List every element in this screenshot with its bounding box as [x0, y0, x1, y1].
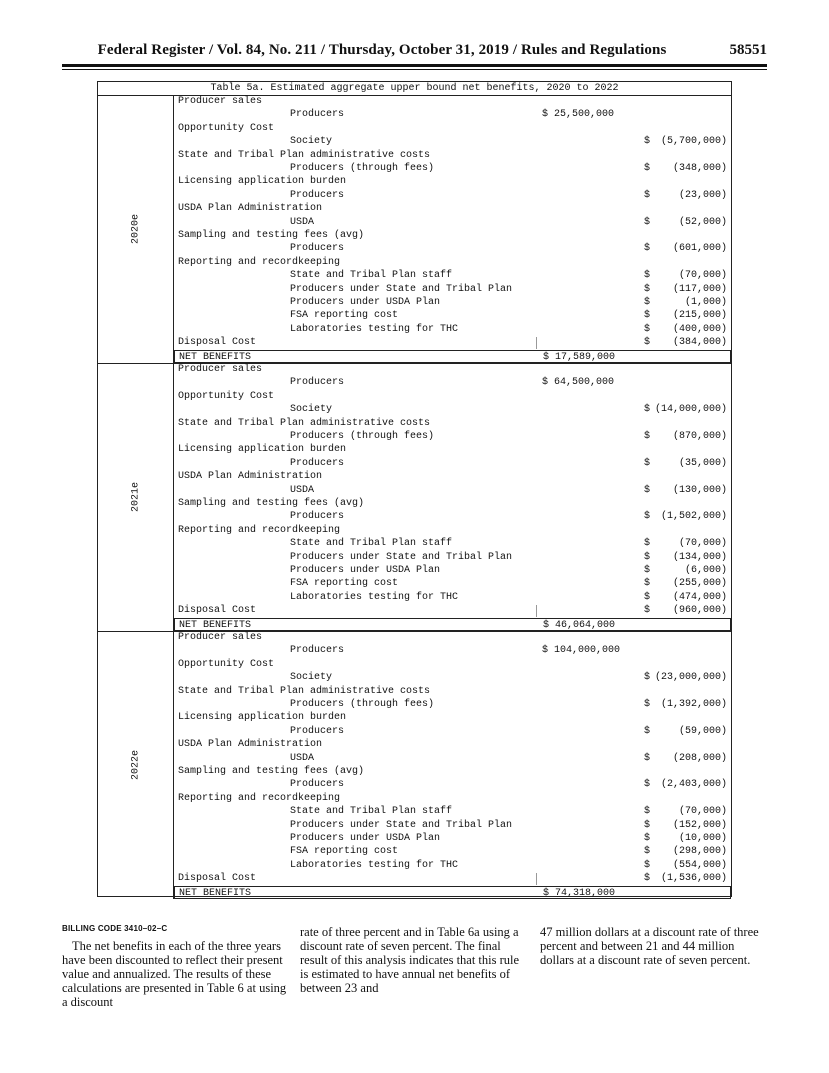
table-row: [174, 403, 731, 416]
currency-symbol: $: [644, 431, 651, 442]
cost-value: (400,000): [672, 323, 727, 335]
header-rule-thin: [62, 69, 767, 70]
table-row: [174, 309, 731, 322]
cost-value: (348,000): [672, 163, 727, 174]
table-row: [174, 698, 731, 711]
currency-symbol: $: [644, 404, 651, 416]
table-row: [174, 484, 731, 497]
row-label: Producers: [290, 645, 345, 657]
currency-symbol: $: [644, 189, 651, 201]
year-block-2020e: [98, 95, 731, 363]
year-label: 2020e: [130, 213, 141, 245]
cost-value: (152,000): [672, 819, 727, 831]
year-label-cell: [98, 363, 174, 631]
table-row: [174, 95, 731, 108]
table-row: [174, 296, 731, 309]
net-benefits-row: [174, 886, 731, 899]
net-benefits-row: [174, 618, 731, 631]
row-label: Sampling and testing fees (avg): [178, 766, 365, 777]
table-row: [174, 390, 731, 403]
table-row: [174, 805, 731, 818]
header-rule-thick: [62, 64, 767, 67]
cost-value: (59,000): [678, 725, 727, 737]
table-row: [174, 216, 731, 229]
table-row: [174, 256, 731, 269]
row-label: Producers under USDA Plan: [290, 833, 441, 844]
table-row: [174, 108, 731, 121]
currency-symbol: $: [644, 136, 651, 148]
table-row: [174, 443, 731, 456]
row-label: Sampling and testing fees (avg): [178, 498, 365, 509]
cost-value: (35,000): [678, 457, 727, 469]
row-label: Producers: [290, 511, 345, 523]
table-row: [174, 283, 731, 296]
cost-value: (5,700,000): [660, 136, 727, 148]
currency-symbol: $: [644, 270, 651, 282]
currency-symbol: $: [644, 511, 651, 523]
table-row: [174, 658, 731, 671]
row-label: State and Tribal Plan administrative costs: [178, 685, 431, 697]
cost-value: (117,000): [672, 283, 727, 295]
table-row: [174, 832, 731, 845]
row-label: USDA Plan Administration: [178, 471, 323, 483]
row-label: NET BENEFITS: [179, 619, 252, 631]
table-row: [174, 202, 731, 215]
cost-value: (23,000): [678, 189, 727, 201]
row-label: Producer sales: [178, 632, 263, 643]
table-row: [174, 470, 731, 483]
currency-symbol: $: [644, 833, 651, 844]
row-label: Licensing application burden: [178, 712, 347, 724]
row-label: Producer sales: [178, 96, 263, 107]
cost-value: (870,000): [672, 431, 727, 442]
table-row: [174, 765, 731, 778]
text-column-2: [300, 925, 525, 995]
row-label: Society: [290, 136, 333, 148]
table-row: [174, 738, 731, 751]
table-row: [174, 149, 731, 162]
table-row: [174, 631, 731, 644]
cost-value: (215,000): [672, 310, 727, 322]
currency-symbol: $: [644, 551, 651, 563]
benefit-value: $ 64,500,000: [542, 377, 615, 389]
row-label: USDA: [290, 484, 315, 496]
cell-divider: [536, 873, 537, 885]
table-row: [174, 685, 731, 698]
row-label: Disposal Cost: [178, 873, 257, 885]
text-column-3: [540, 925, 765, 967]
row-label: Society: [290, 672, 333, 684]
currency-symbol: $: [644, 565, 651, 576]
cost-value: (601,000): [672, 243, 727, 255]
row-label: State and Tribal Plan staff: [290, 806, 453, 818]
year-block-2022e: [98, 631, 731, 899]
row-label: Laboratories testing for THC: [290, 591, 459, 603]
cell-divider: [536, 605, 537, 617]
currency-symbol: $: [644, 337, 651, 349]
cost-value: (130,000): [672, 484, 727, 496]
row-label: Sampling and testing fees (avg): [178, 230, 365, 241]
benefit-value: $ 17,589,000: [543, 351, 616, 363]
table-row: [174, 524, 731, 537]
cost-value: (14,000,000): [654, 404, 727, 416]
row-label: State and Tribal Plan administrative costs: [178, 149, 431, 161]
text-column-1: [62, 922, 287, 1009]
year-label-cell: [98, 631, 174, 899]
table-row: [174, 564, 731, 577]
row-label: USDA Plan Administration: [178, 203, 323, 215]
currency-symbol: $: [644, 699, 651, 710]
row-label: Producers under State and Tribal Plan: [290, 551, 513, 563]
table-row: [174, 162, 731, 175]
row-label: Reporting and recordkeeping: [178, 256, 341, 268]
benefit-value: $ 25,500,000: [542, 109, 615, 121]
row-label: Producer sales: [178, 364, 263, 375]
table-row: [174, 819, 731, 832]
table-row: [174, 336, 731, 349]
row-label: Producers under USDA Plan: [290, 565, 441, 576]
currency-symbol: $: [644, 283, 651, 295]
body-text: [62, 922, 767, 1032]
row-label: Producers: [290, 109, 345, 121]
table-row: [174, 845, 731, 858]
paragraph: The net benefits in each of the three years have been discounted to reflect their present value and annualized. The results of these calculations are presented in Table 6 at using a discount: [62, 939, 287, 1009]
year-label-cell: [98, 95, 174, 363]
page-number: 58551: [729, 42, 767, 58]
benefit-value: $ 46,064,000: [543, 619, 616, 631]
row-label: USDA: [290, 216, 315, 228]
billing-code: BILLING CODE 3410–02–C: [62, 924, 168, 933]
row-label: NET BENEFITS: [179, 887, 252, 899]
currency-symbol: $: [644, 310, 651, 322]
row-label: Laboratories testing for THC: [290, 323, 459, 335]
net-benefits-table: [97, 81, 732, 897]
table-title: Table 5a. Estimated aggregate upper bound net benefits, 2020 to 2022: [98, 82, 731, 96]
row-label: Laboratories testing for THC: [290, 859, 459, 871]
table-row: [174, 323, 731, 336]
currency-symbol: $: [644, 672, 651, 684]
row-label: Producers: [290, 377, 345, 389]
row-label: FSA reporting cost: [290, 310, 399, 322]
table-row: [174, 859, 731, 872]
currency-symbol: $: [644, 806, 651, 818]
currency-symbol: $: [644, 538, 651, 550]
row-label: Licensing application burden: [178, 444, 347, 456]
table-row: [174, 363, 731, 376]
table-row: [174, 604, 731, 617]
table-row: [174, 229, 731, 242]
row-label: Producers under USDA Plan: [290, 297, 441, 308]
row-label: Producers under State and Tribal Plan: [290, 283, 513, 295]
cost-value: (2,403,000): [660, 779, 727, 791]
cost-value: (10,000): [678, 833, 727, 844]
paragraph: rate of three percent and in Table 6a using a discount rate of seven percent. The final result of this analysis indicates that this rule is estimated to have annual net benefits of between 23 and: [300, 925, 520, 995]
currency-symbol: $: [644, 873, 651, 885]
table-row: [174, 711, 731, 724]
row-label: Producers (through fees): [290, 431, 435, 442]
row-label: Opportunity Cost: [178, 390, 275, 402]
row-label: Producers (through fees): [290, 699, 435, 710]
currency-symbol: $: [644, 163, 651, 174]
cost-value: (384,000): [672, 337, 727, 349]
table-row: [174, 376, 731, 389]
row-label: USDA: [290, 752, 315, 764]
currency-symbol: $: [644, 725, 651, 737]
row-label: State and Tribal Plan administrative costs: [178, 417, 431, 429]
table-row: [174, 457, 731, 470]
table-row: [174, 122, 731, 135]
cost-value: (1,536,000): [660, 873, 727, 885]
benefit-value: $ 74,318,000: [543, 887, 616, 899]
row-label: Society: [290, 404, 333, 416]
cost-value: (255,000): [672, 578, 727, 590]
row-label: FSA reporting cost: [290, 578, 399, 590]
table-row: [174, 778, 731, 791]
paragraph: 47 million dollars at a discount rate of three percent and between 21 and 44 million dollars at a discount rate of seven percent.: [540, 925, 759, 967]
currency-symbol: $: [644, 752, 651, 764]
row-label: Producers: [290, 243, 345, 255]
row-label: Producers under State and Tribal Plan: [290, 819, 513, 831]
currency-symbol: $: [644, 779, 651, 791]
row-label: Producers (through fees): [290, 163, 435, 174]
cost-value: (474,000): [672, 591, 727, 603]
row-label: FSA reporting cost: [290, 846, 399, 858]
table-row: [174, 644, 731, 657]
currency-symbol: $: [644, 243, 651, 255]
table-row: [174, 242, 731, 255]
table-row: [174, 792, 731, 805]
row-label: Opportunity Cost: [178, 122, 275, 134]
cost-value: (208,000): [672, 752, 727, 764]
currency-symbol: $: [644, 323, 651, 335]
row-label: State and Tribal Plan staff: [290, 270, 453, 282]
currency-symbol: $: [644, 819, 651, 831]
table-row: [174, 872, 731, 885]
cost-value: (134,000): [672, 551, 727, 563]
currency-symbol: $: [644, 846, 651, 858]
table-row: [174, 591, 731, 604]
cost-value: (1,502,000): [660, 511, 727, 523]
row-label: State and Tribal Plan staff: [290, 538, 453, 550]
table-row: [174, 175, 731, 188]
cost-value: (6,000): [684, 565, 727, 576]
currency-symbol: $: [644, 591, 651, 603]
currency-symbol: $: [644, 578, 651, 590]
cost-value: (960,000): [672, 605, 727, 617]
row-label: Producers: [290, 189, 345, 201]
table-row: [174, 417, 731, 430]
table-row: [174, 551, 731, 564]
table-row: [174, 752, 731, 765]
year-label: 2021e: [130, 481, 141, 513]
cost-value: (298,000): [672, 846, 727, 858]
table-row: [174, 135, 731, 148]
currency-symbol: $: [644, 457, 651, 469]
currency-symbol: $: [644, 297, 651, 308]
table-row: [174, 537, 731, 550]
table-row: [174, 671, 731, 684]
row-label: Disposal Cost: [178, 605, 257, 617]
table-row: [174, 430, 731, 443]
year-block-2021e: [98, 363, 731, 631]
currency-symbol: $: [644, 216, 651, 228]
table-row: [174, 189, 731, 202]
row-label: Producers: [290, 457, 345, 469]
currency-symbol: $: [644, 484, 651, 496]
table-row: [174, 497, 731, 510]
row-label: USDA Plan Administration: [178, 739, 323, 751]
currency-symbol: $: [644, 859, 651, 871]
cell-divider: [536, 337, 537, 349]
running-head: Federal Register / Vol. 84, No. 211 / Thursday, October 31, 2019 / Rules and Regulations: [97, 42, 667, 58]
table-row: [174, 725, 731, 738]
cost-value: (70,000): [678, 806, 727, 818]
cost-value: (70,000): [678, 270, 727, 282]
table-row: [174, 269, 731, 282]
benefit-value: $ 104,000,000: [542, 645, 621, 657]
row-label: NET BENEFITS: [179, 351, 252, 363]
table-row: [174, 577, 731, 590]
net-benefits-row: [174, 350, 731, 363]
table-row: [174, 510, 731, 523]
cost-value: (554,000): [672, 859, 727, 871]
cost-value: (52,000): [678, 216, 727, 228]
cost-value: (70,000): [678, 538, 727, 550]
row-label: Producers: [290, 725, 345, 737]
page-header: [62, 36, 767, 68]
currency-symbol: $: [644, 605, 651, 617]
cost-value: (23,000,000): [654, 672, 727, 684]
row-label: Opportunity Cost: [178, 658, 275, 670]
year-label: 2022e: [130, 749, 141, 781]
row-label: Reporting and recordkeeping: [178, 792, 341, 804]
row-label: Producers: [290, 779, 345, 791]
row-label: Reporting and recordkeeping: [178, 524, 341, 536]
cost-value: (1,392,000): [660, 699, 727, 710]
row-label: Disposal Cost: [178, 337, 257, 349]
cost-value: (1,000): [684, 297, 727, 308]
row-label: Licensing application burden: [178, 176, 347, 188]
